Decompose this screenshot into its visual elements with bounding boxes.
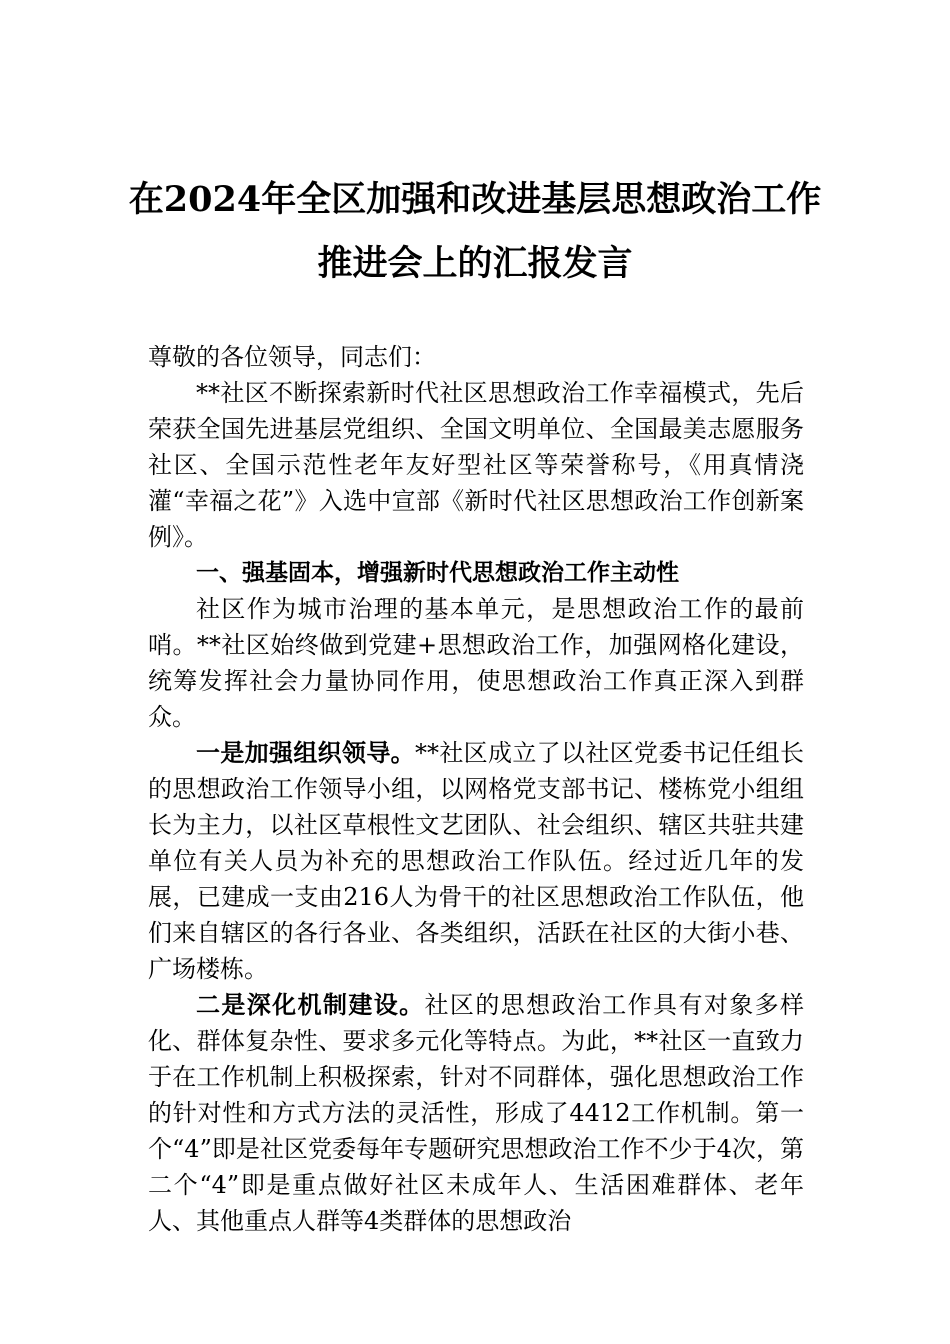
point-2-body: 社区的思想政治工作具有对象多样化、群体复杂性、要求多元化等特点。为此，**社区一直致力于在工作机制上积极探索，针对不同群体，强化思想政治工作的针对性和方式方法的灵活性，形成了4412工作机制。第一个“4”即是社区党委每年专题研究思想政治工作不少于4次，第二个“4”即是重点做好社区未成年人、生活困难群体、老年人、其他重点人群等4类群体的思想政治	[148, 991, 805, 1235]
section-heading-1: 一、强基固本，增强新时代思想政治工作主动性	[196, 560, 679, 586]
document-body	[148, 339, 804, 1239]
salutation: 尊敬的各位领导，同志们：	[148, 343, 436, 371]
document-title: 在2024年全区加强和改进基层思想政治工作推进会上的汇报发言	[128, 179, 822, 284]
point-2-lead: 二是深化机制建设。	[196, 990, 425, 1019]
point-1-body: **社区成立了以社区党委书记任组长的思想政治工作领导小组，以网格党支部书记、楼栋党小组组长为主力，以社区草根性文艺团队、社会组织、辖区共驻共建单位有关人员为补充的思想政治工作队伍。经过近几年的发展，已建成一支由216人为骨干的社区思想政治工作队伍，他们来自辖区的各行各业、各类组织，活跃在社区的大街小巷、广场楼栋。	[148, 739, 804, 983]
section-1-paragraph: 社区作为城市治理的基本单元，是思想政治工作的最前哨。**社区始终做到党建+思想政治工作，加强网格化建设，统筹发挥社会力量协同作用，使思想政治工作真正深入到群众。	[148, 595, 804, 731]
intro-paragraph: **社区不断探索新时代社区思想政治工作幸福模式，先后荣获全国先进基层党组织、全国文明单位、全国最美志愿服务社区、全国示范性老年友好型社区等荣誉称号，《用真情浇灌“幸福之花”》入选中宣部《新时代社区思想政治工作创新案例》。	[148, 379, 804, 551]
point-2-paragraph	[148, 987, 804, 1239]
point-1-paragraph	[148, 735, 804, 987]
point-1-lead: 一是加强组织领导。	[196, 738, 415, 767]
